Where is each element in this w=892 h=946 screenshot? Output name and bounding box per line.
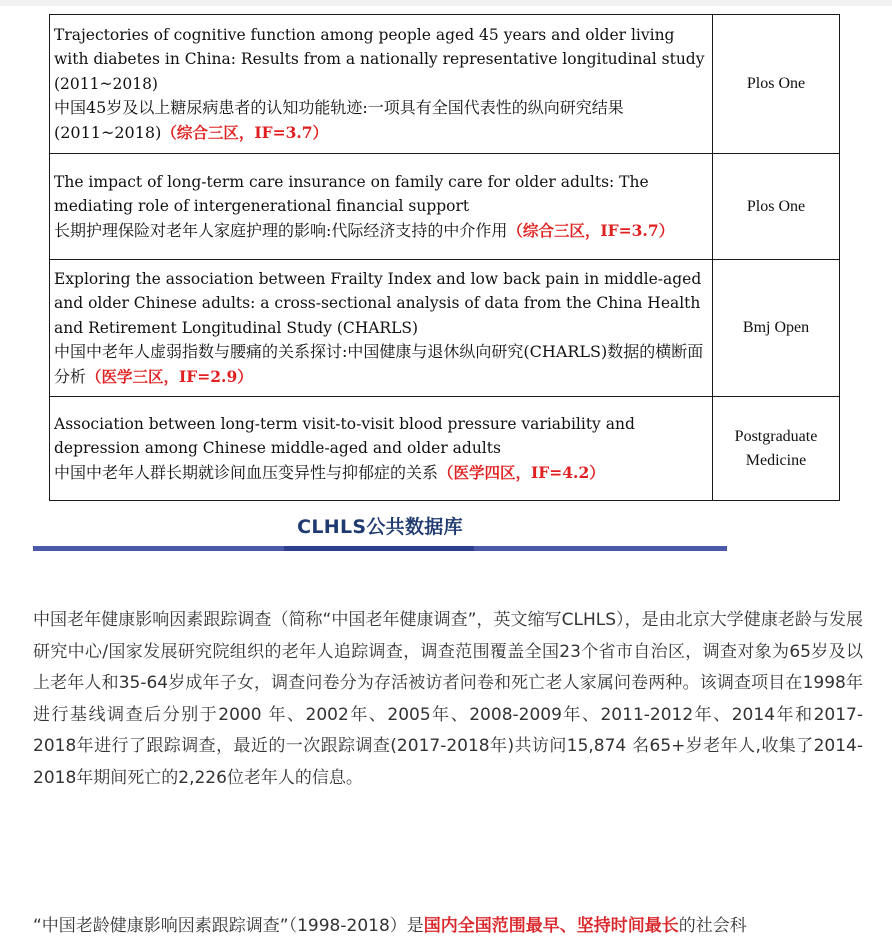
title-en: Exploring the association between Frailty Index and low back pain in middle-aged and older Chinese adults: a cross-sectional analysis of data from the China Health and Retirement Longitudinal Study (CHARLS) <box>54 269 702 337</box>
paragraph-text: 的社会科 <box>678 916 747 936</box>
top-strip <box>0 0 892 6</box>
journal-name: Plos One <box>713 154 840 260</box>
title-zh: 中国中老年人群长期就诊间血压变异性与抑郁症的关系 <box>54 462 439 482</box>
impact-factor-label: （医学三区，IF=2.9） <box>86 366 253 386</box>
publication-table <box>49 14 840 501</box>
table-row <box>50 397 840 501</box>
title-zh: 中国中老年人虚弱指数与腰痛的关系探讨:中国健康与退休纵向研究(CHARLS)数据的横断面分析 <box>54 342 704 386</box>
impact-factor-label: （综合三区，IF=3.7） <box>507 220 675 240</box>
publication-title-cell <box>50 15 713 154</box>
highlighted-text: 国内全国范围最早、坚持时间最长 <box>423 916 679 936</box>
journal-name: Postgraduate Medicine <box>713 397 840 501</box>
publication-title-cell <box>50 154 713 260</box>
title-zh: 长期护理保险对老年人家庭护理的影响:代际经济支持的中介作用 <box>54 220 508 240</box>
title-zh: 中国45岁及以上糖尿病患者的认知功能轨迹:一项具有全国代表性的纵向研究结果(2011~2018) <box>54 98 624 142</box>
title-en: Association between long-term visit-to-visit blood pressure variability and depression among Chinese middle-aged and older adults <box>54 414 635 458</box>
impact-factor-label: （综合三区，IF=3.7） <box>161 122 329 142</box>
paragraph-text: “中国老龄健康影响因素跟踪调查”（1998-2018）是 <box>33 916 424 936</box>
table-row <box>50 15 840 154</box>
body-paragraph <box>33 911 863 943</box>
table-row <box>50 154 840 260</box>
intro-paragraph: 中国老年健康影响因素跟踪调查（简称“中国老年健康调查”，英文缩写CLHLS），是由北京大学健康老龄与发展研究中心/国家发展研究院组织的老年人追踪调查，调查范围覆盖全国23个省市自治区，调查对象为65岁及以上老年人和35-64岁成年子女，调查问卷分为存活被访者问卷和死亡老人家属问卷两种。该调查项目在1998年进行基线调查后分别于2000 年、2002年、2005年、2008-2009年、2011-2012年、2014年和2017-2018年进行了跟踪调查，最近的一次跟踪调查(2017-2018年)共访问15,874 名65+岁老年人,收集了2014-2018年期间死亡的2,226位老年人的信息。 <box>33 610 863 788</box>
impact-factor-label: （医学四区，IF=4.2） <box>438 462 605 482</box>
section-divider-accent <box>284 546 474 551</box>
journal-name: Bmj Open <box>713 260 840 397</box>
publication-title-cell <box>50 397 713 501</box>
title-en: The impact of long-term care insurance on family care for older adults: The mediating role of intergenerational financial support <box>54 172 649 216</box>
table-row <box>50 260 840 397</box>
journal-name: Plos One <box>713 15 840 154</box>
publication-title-cell <box>50 260 713 397</box>
section-heading: CLHLS公共数据库 <box>297 516 463 538</box>
title-en: Trajectories of cognitive function among people aged 45 years and older living with diabetes in China: Results from a nationally representative longitudinal study (2011~2018) <box>54 25 705 93</box>
